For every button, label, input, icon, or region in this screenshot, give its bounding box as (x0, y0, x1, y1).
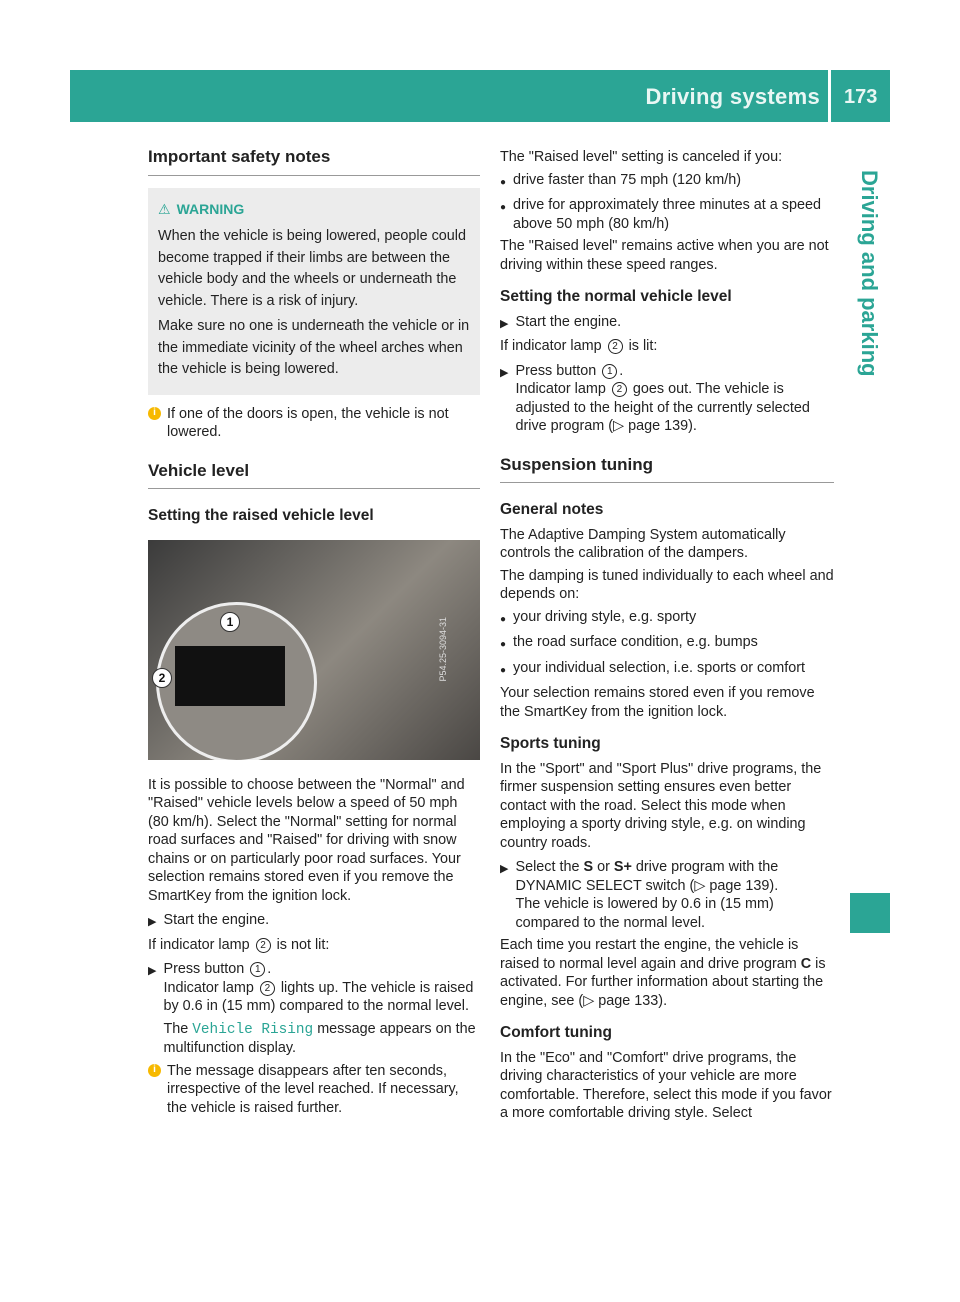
cancel-intro: The "Raised level" setting is canceled if you: (500, 149, 783, 165)
list-item: ● the road surface condition, e.g. bumps (500, 634, 758, 650)
info-text: The message disappears after ten seconds, irrespective of the level reached. If necessary, the vehicle is raised further. (167, 1062, 459, 1116)
page-number: 173 (844, 86, 878, 108)
warning-triangle-icon: ⚠ (158, 200, 171, 217)
heading-raised-level: Setting the raised vehicle level (148, 507, 374, 524)
heading-general-notes: General notes (500, 501, 604, 518)
info-icon: i (148, 407, 161, 420)
heading-safety: Important safety notes (148, 148, 480, 176)
warning-title (158, 200, 472, 219)
warning-text-1: When the vehicle is being lowered, people could become trapped if their limbs are between the vehicle body and the wheels or underneath the vehicle. There is a risk of injury. (158, 228, 466, 309)
section-title: Driving systems (645, 84, 820, 109)
list-item: ● drive for approximately three minutes at a speed above 50 mph (80 km/h) (500, 197, 822, 232)
center-console-photo (148, 540, 480, 760)
list-item: ● drive faster than 75 mph (120 km/h) (500, 171, 742, 188)
step-press-button: ▶ Press button 1 . Indicator lamp 2 goes out. The vehicle is adjusted to the height of the currently selected drive program (▷ page 139). (500, 362, 810, 434)
remain-text: The "Raised level" remains active when you are not driving within these speed ranges. (500, 238, 829, 273)
heading-suspension: Suspension tuning (500, 456, 834, 484)
step-arrow-icon: ▶ (148, 916, 157, 928)
step-press-button: ▶ Press button 1 . Indicator lamp 2 lights up. The vehicle is raised by 0.6 in (15 mm) compared to the normal level. The Vehicle Rising message appears on the multifunction display. (148, 961, 476, 1056)
photo-code: P54.25-3094-31 (438, 616, 449, 682)
comfort-text: In the "Eco" and "Comfort" drive programs, the driving characteristics of your vehicle are more comfortable. Therefore, select this mode if you favor a more comfortable driving style. Select (500, 1049, 832, 1121)
general-text-3: Your selection remains stored even if you remove the SmartKey from the ignition lock. (500, 685, 815, 720)
warning-label: WARNING (176, 200, 245, 217)
body-text-levels: It is possible to choose between the "Normal" and "Raised" vehicle levels below a speed of 50 mph (80 km/h). Select the "Normal" setting for normal road surfaces and "Raised" for driving with snow chains or on particularly poor road surfaces. Your selection remains stored even if you remove the SmartKey from the ignition lock. (148, 776, 465, 904)
sports-text-1: In the "Sport" and "Sport Plus" drive programs, the firmer suspension setting ensures even better contact with the road. Select this mode when employing a sporty driving style, e.g. on winding country roads. (500, 760, 822, 851)
right-column (500, 148, 834, 1127)
info-text: If one of the doors is open, the vehicle is not lowered. (167, 405, 449, 440)
side-tab-label: Driving and parking (857, 170, 882, 377)
general-text-1: The Adaptive Damping System automatically controls the calibration of the dampers. (500, 526, 786, 561)
level-button-panel (175, 646, 285, 706)
warning-text-2: Make sure no one is underneath the vehicle or in the immediate vicinity of the wheel arches when the vehicle is being lowered. (158, 318, 470, 377)
info-note-message (148, 1062, 480, 1118)
heading-comfort-tuning: Comfort tuning (500, 1024, 612, 1041)
heading-sports-tuning: Sports tuning (500, 735, 601, 752)
step-arrow-icon: ▶ (500, 317, 509, 330)
step-select-program: ▶ Select the S or S+ drive program with the DYNAMIC SELECT switch (▷ page 139). The vehicle is lowered by 0.6 in (15 mm) compared to the normal level. (500, 859, 779, 931)
heading-normal-level: Setting the normal vehicle level (500, 288, 732, 305)
step-arrow-icon: ▶ (148, 965, 157, 977)
side-tab-marker (850, 893, 890, 933)
info-icon: i (148, 1064, 161, 1077)
callout-2: 2 (152, 668, 172, 688)
step-start-engine: ▶ Start the engine. (500, 313, 834, 334)
general-text-2: The damping is tuned individually to each wheel and depends on: (500, 567, 834, 602)
display-message: Vehicle Rising (192, 1021, 314, 1038)
callout-1: 1 (220, 612, 240, 632)
warning-box (148, 188, 480, 395)
list-item: ● your individual selection, i.e. sports or comfort (500, 659, 805, 676)
step-start-engine (148, 911, 480, 932)
heading-vehicle-level: Vehicle level (148, 462, 480, 490)
left-column (148, 148, 480, 1121)
sports-text-2: Each time you restart the engine, the vehicle is raised to normal level again and drive program C is activated. For further information about starting the engine, see (▷ page 133). (500, 937, 826, 1009)
condition-lit: If indicator lamp 2 is lit: (500, 338, 658, 354)
step-arrow-icon: ▶ (500, 863, 509, 875)
list-item: ● your driving style, e.g. sporty (500, 608, 697, 625)
step-text: Start the engine. (163, 912, 270, 928)
condition-not-lit: If indicator lamp 2 is not lit: (148, 936, 330, 953)
step-arrow-icon: ▶ (500, 366, 509, 379)
info-note-doors (148, 405, 480, 442)
header-separator (828, 70, 831, 122)
